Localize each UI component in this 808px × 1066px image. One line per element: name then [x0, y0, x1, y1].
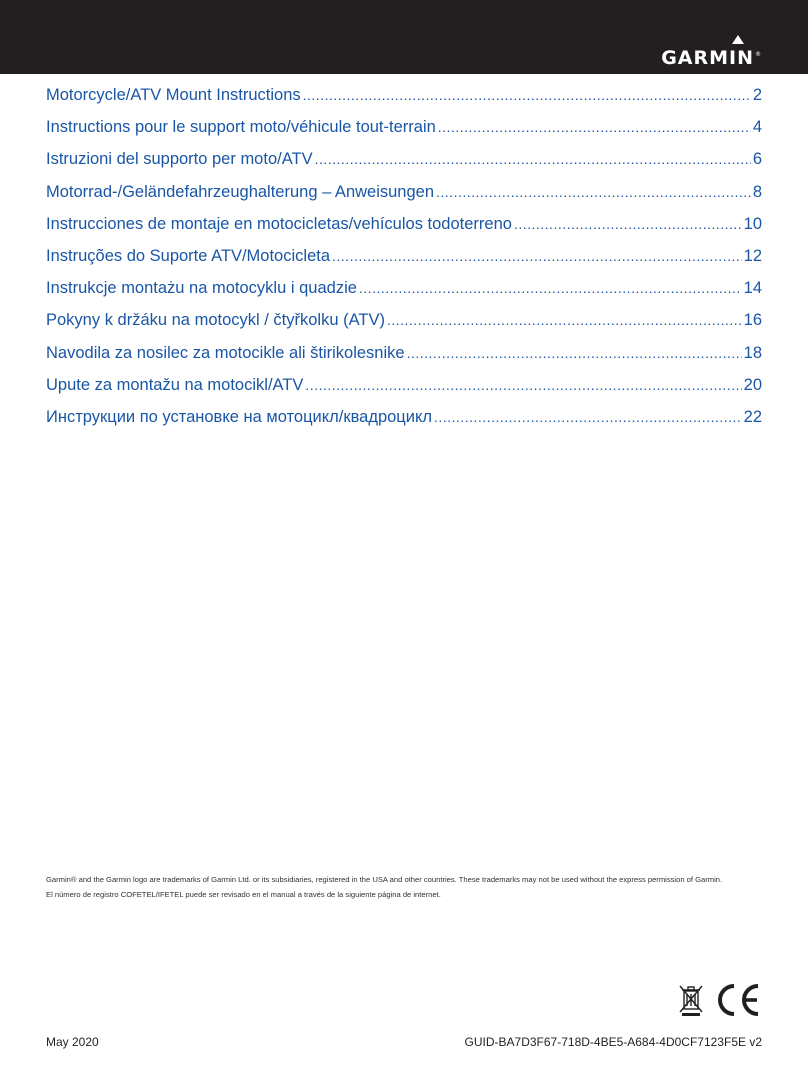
toc-entry-title: Instruções do Suporte ATV/Motocicleta — [46, 246, 331, 265]
toc-dot-leader — [305, 376, 741, 395]
toc-entry-page: 22 — [743, 407, 762, 426]
toc-entry-page: 10 — [743, 214, 762, 233]
logo-registered-mark: ® — [755, 51, 762, 58]
logo-triangle-icon — [732, 35, 744, 44]
weee-crossed-bin-icon — [678, 983, 704, 1017]
toc-entry-page: 14 — [743, 279, 762, 298]
garmin-logo — [661, 44, 762, 69]
toc-entry-title: Инструкции по установке на мотоцикл/квадроцикл — [46, 407, 433, 426]
toc-entry[interactable] — [46, 344, 762, 376]
toc-entry-title: Instrucciones de montaje en motocicletas/vehículos todoterreno — [46, 214, 512, 233]
toc-entry[interactable] — [46, 183, 762, 215]
toc-entry-page: 2 — [752, 86, 762, 104]
toc-entry-page: 20 — [743, 375, 762, 394]
ce-mark-icon — [714, 983, 762, 1017]
toc-entry-page: 16 — [743, 311, 762, 330]
toc-dot-leader — [387, 311, 742, 330]
trademark-notice: Garmin® and the Garmin logo are trademarks of Garmin Ltd. or its subsidiaries, registered in the USA and other countries. These trademarks may not be used without the express permission of Garmin. — [46, 875, 723, 884]
toc-entry-title: Motorcycle/ATV Mount Instructions — [46, 86, 301, 104]
toc-entry-page: 6 — [752, 150, 762, 169]
footer-date: May 2020 — [46, 1035, 99, 1049]
toc-dot-leader — [514, 215, 742, 234]
toc-entry[interactable] — [46, 279, 762, 311]
toc-entry[interactable] — [46, 215, 762, 247]
compliance-symbols — [678, 983, 762, 1017]
table-of-contents — [46, 86, 762, 440]
toc-entry[interactable] — [46, 408, 762, 440]
toc-dot-leader — [359, 279, 742, 298]
toc-dot-leader — [315, 150, 751, 169]
toc-entry-title: Instrukcje montażu na motocyklu i quadzie — [46, 279, 357, 298]
cofetel-notice: El número de registro COFETEL/IFETEL puede ser revisado en el manual a través de la siguiente página de internet. — [46, 890, 441, 899]
toc-entry-title: Pokyny k držáku na motocykl / čtyřkolku (ATV) — [46, 311, 385, 330]
toc-entry[interactable] — [46, 150, 762, 182]
toc-dot-leader — [434, 408, 742, 427]
toc-entry[interactable] — [46, 118, 762, 150]
toc-dot-leader — [407, 344, 742, 363]
toc-dot-leader — [332, 247, 742, 266]
toc-entry[interactable] — [46, 247, 762, 279]
toc-entry-page: 4 — [752, 118, 762, 137]
footer-guid: GUID-BA7D3F67-718D-4BE5-A684-4D0CF7123F5E v2 — [464, 1035, 762, 1049]
toc-entry[interactable] — [46, 86, 762, 118]
toc-entry-page: 18 — [743, 343, 762, 362]
legal-notice — [46, 874, 762, 904]
toc-entry[interactable] — [46, 376, 762, 408]
toc-dot-leader — [303, 86, 751, 105]
toc-entry-title: Instructions pour le support moto/véhicule tout-terrain — [46, 118, 436, 137]
toc-entry-title: Motorrad-/Geländefahrzeughalterung – Anweisungen — [46, 182, 435, 201]
toc-entry-title: Istruzioni del supporto per moto/ATV — [46, 150, 313, 169]
toc-dot-leader — [436, 183, 751, 202]
logo-text: GARMIN — [661, 47, 754, 69]
toc-dot-leader — [438, 118, 751, 137]
toc-entry-page: 8 — [752, 182, 762, 201]
toc-entry-page: 12 — [743, 246, 762, 265]
toc-entry-title: Navodila za nosilec za motocikle ali štirikolesnike — [46, 343, 405, 362]
toc-entry-title: Upute za montažu na motocikl/ATV — [46, 375, 304, 394]
toc-entry[interactable] — [46, 311, 762, 343]
header-bar — [0, 0, 808, 74]
